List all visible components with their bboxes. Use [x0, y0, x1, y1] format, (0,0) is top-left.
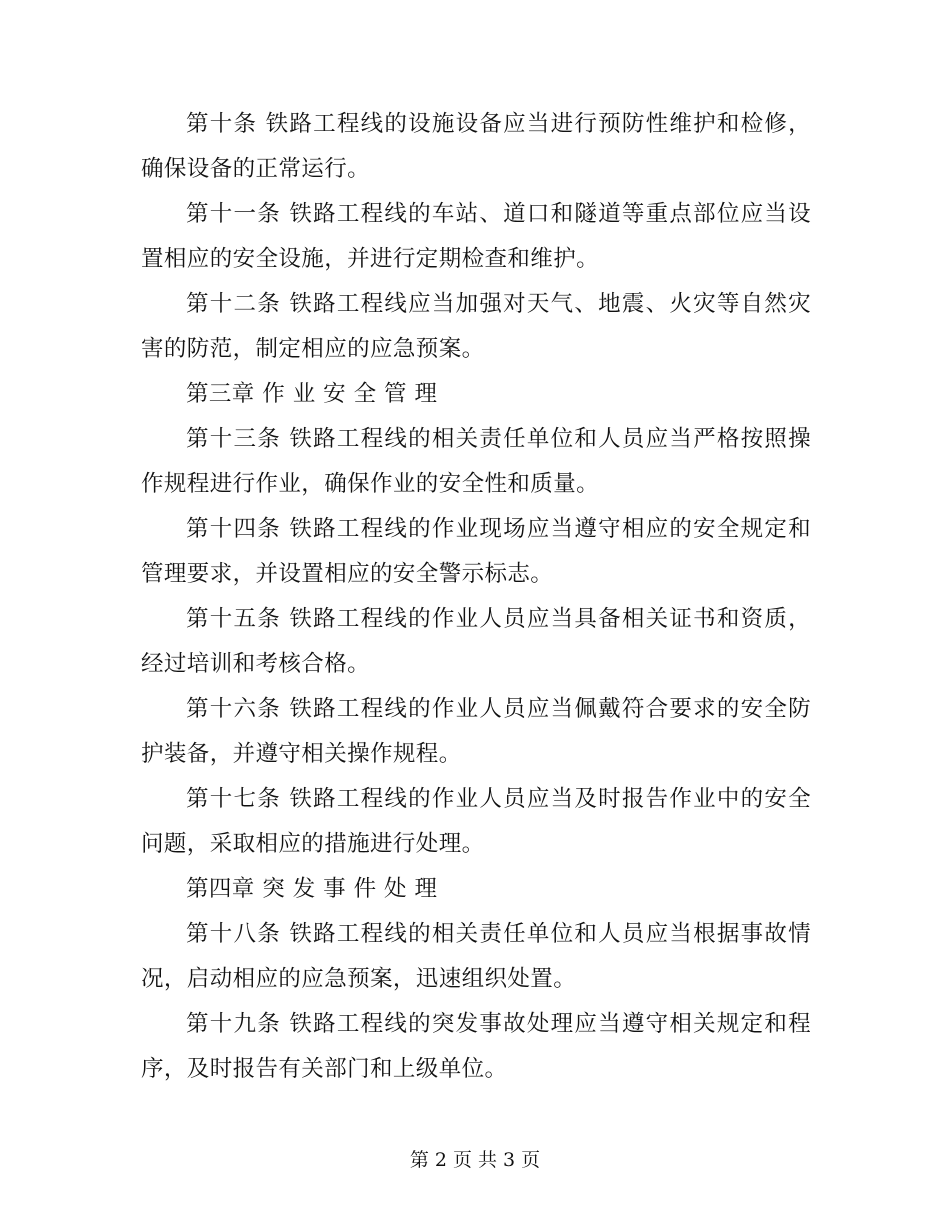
- article-11: 第十一条 铁路工程线的车站、道口和隧道等重点部位应当设置相应的安全设施，并进行定期检查和维护。: [141, 201, 811, 272]
- article-13: 第十三条 铁路工程线的相关责任单位和人员应当严格按照操作规程进行作业，确保作业的安全性和质量。: [141, 426, 811, 497]
- page-number-footer: 第 2 页 共 3 页: [409, 1149, 541, 1171]
- chapter-3-heading: 第三章 作 业 安 全 管 理: [186, 381, 438, 407]
- article-12: 第十二条 铁路工程线应当加强对天气、地震、火灾等自然灾害的防范，制定相应的应急预案。: [141, 291, 811, 362]
- article-16: 第十六条 铁路工程线的作业人员应当佩戴符合要求的安全防护装备，并遵守相关操作规程。: [141, 696, 811, 767]
- article-10: 第十条 铁路工程线的设施设备应当进行预防性维护和检修，确保设备的正常运行。: [141, 111, 811, 182]
- document-body: [141, 102, 811, 1092]
- chapter-4-heading: 第四章 突 发 事 件 处 理: [186, 876, 438, 902]
- article-19: 第十九条 铁路工程线的突发事故处理应当遵守相关规定和程序，及时报告有关部门和上级单位。: [141, 1011, 811, 1082]
- article-17: 第十七条 铁路工程线的作业人员应当及时报告作业中的安全问题，采取相应的措施进行处理。: [141, 786, 811, 857]
- article-15: 第十五条 铁路工程线的作业人员应当具备相关证书和资质，经过培训和考核合格。: [141, 606, 811, 677]
- article-14: 第十四条 铁路工程线的作业现场应当遵守相应的安全规定和管理要求，并设置相应的安全警示标志。: [141, 516, 811, 587]
- article-18: 第十八条 铁路工程线的相关责任单位和人员应当根据事故情况，启动相应的应急预案，迅速组织处置。: [141, 921, 811, 992]
